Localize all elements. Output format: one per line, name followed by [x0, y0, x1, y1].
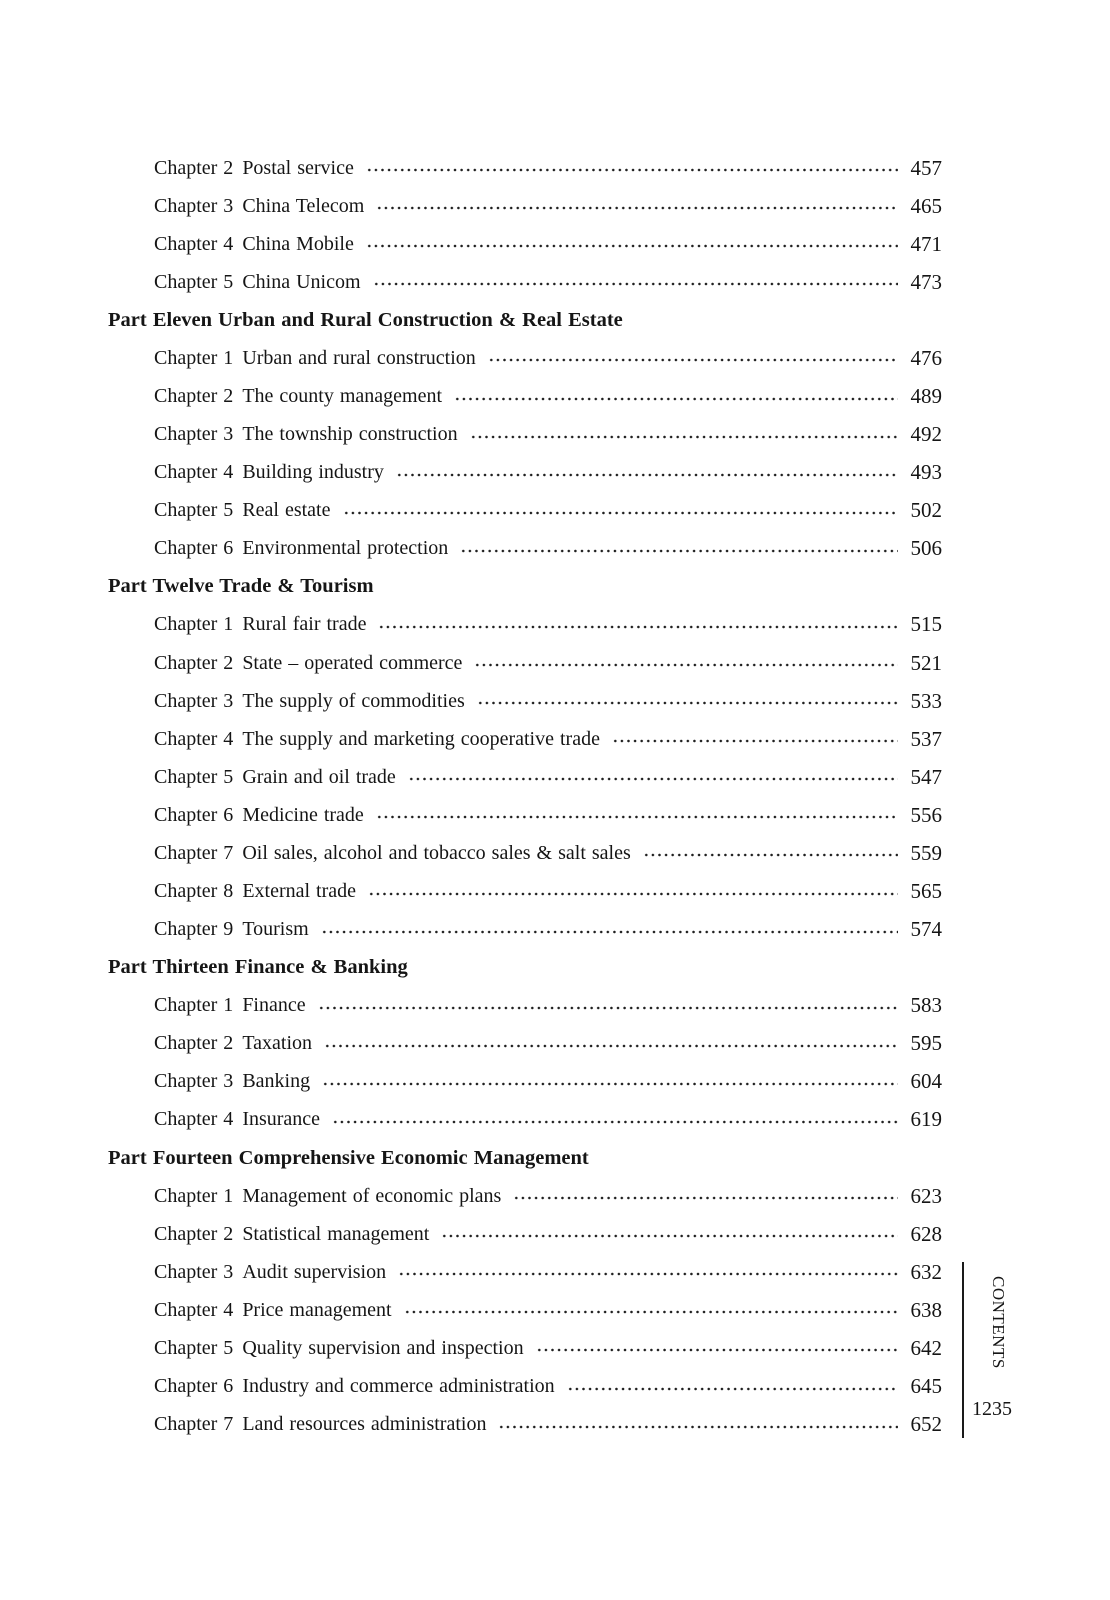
chapter-title: Grain and oil trade [242, 765, 396, 788]
toc-entry [0, 682, 942, 720]
dot-leader [643, 853, 898, 857]
chapter-title: Insurance [242, 1108, 321, 1131]
chapter-label: Chapter 5 [154, 1336, 234, 1359]
dot-leader [322, 1082, 898, 1086]
dot-leader [460, 549, 898, 553]
chapter-page-number: 574 [910, 917, 942, 942]
toc-entry [0, 606, 942, 644]
chapter-label: Chapter 3 [154, 1260, 234, 1283]
dot-leader [474, 663, 898, 667]
chapter-label: Chapter 4 [154, 1298, 234, 1321]
chapter-title: The supply of commodities [242, 689, 465, 712]
dot-leader [343, 511, 899, 515]
chapter-title: Rural fair trade [242, 613, 367, 636]
chapter-label: Chapter 1 [154, 994, 234, 1017]
chapter-title: Price management [242, 1298, 392, 1321]
running-head: CONTENTS [989, 1276, 1008, 1369]
toc-entry [0, 911, 942, 949]
chapter-title: Tourism [242, 918, 309, 941]
dot-leader [376, 815, 898, 819]
chapter-title: Audit supervision [242, 1260, 387, 1283]
part-title: Part Fourteen Comprehensive Economic Management [108, 1146, 589, 1169]
chapter-page-number: 533 [910, 688, 942, 713]
toc-entry [0, 1368, 942, 1406]
dot-leader [612, 739, 898, 743]
dot-leader [513, 1196, 898, 1200]
toc-part-heading [0, 301, 942, 339]
chapter-page-number: 537 [910, 726, 942, 751]
dot-leader [318, 1006, 898, 1010]
chapter-title: Quality supervision and inspection [242, 1336, 524, 1359]
dot-leader [376, 206, 898, 210]
page-number: 1235 [972, 1398, 1012, 1420]
chapter-label: Chapter 3 [154, 194, 234, 217]
chapter-title: China Mobile [242, 232, 354, 255]
toc-entry [0, 1025, 942, 1063]
dot-leader [567, 1387, 898, 1391]
chapter-label: Chapter 6 [154, 1375, 234, 1398]
chapter-page-number: 645 [910, 1374, 942, 1399]
dot-leader [378, 625, 898, 629]
toc-entry [0, 1177, 942, 1215]
chapter-label: Chapter 5 [154, 765, 234, 788]
chapter-label: Chapter 4 [154, 727, 234, 750]
chapter-page-number: 638 [910, 1297, 942, 1322]
chapter-label: Chapter 4 [154, 461, 234, 484]
dot-leader [441, 1234, 898, 1238]
chapter-title: China Telecom [242, 194, 365, 217]
toc-entry [0, 339, 942, 377]
chapter-title: Medicine trade [242, 803, 364, 826]
toc-entry [0, 263, 942, 301]
toc-entry [0, 149, 942, 187]
chapter-label: Chapter 6 [154, 803, 234, 826]
dot-leader [408, 777, 898, 781]
part-title: Part Twelve Trade & Tourism [108, 575, 374, 598]
chapter-title: Oil sales, alcohol and tobacco sales & salt sales [242, 841, 631, 864]
dot-leader [470, 435, 898, 439]
toc-entry [0, 796, 942, 834]
chapter-page-number: 465 [910, 193, 942, 218]
margin-rule [962, 1262, 964, 1438]
chapter-label: Chapter 7 [154, 1413, 234, 1436]
chapter-title: The supply and marketing cooperative trade [242, 727, 600, 750]
dot-leader [366, 168, 898, 172]
dot-leader [477, 701, 898, 705]
toc-entry [0, 416, 942, 454]
chapter-title: Statistical management [242, 1222, 430, 1245]
chapter-page-number: 604 [910, 1069, 942, 1094]
toc-entry [0, 720, 942, 758]
dot-leader [498, 1425, 898, 1429]
chapter-title: Building industry [242, 461, 384, 484]
toc-part-heading [0, 949, 942, 987]
chapter-page-number: 619 [910, 1107, 942, 1132]
dot-leader [396, 473, 898, 477]
chapter-label: Chapter 7 [154, 841, 234, 864]
chapter-label: Chapter 8 [154, 880, 234, 903]
chapter-title: Real estate [242, 499, 331, 522]
chapter-title: The township construction [242, 423, 458, 446]
toc-entry [0, 872, 942, 910]
chapter-page-number: 632 [910, 1259, 942, 1284]
dot-leader [536, 1348, 898, 1352]
chapter-title: Land resources administration [242, 1413, 487, 1436]
chapter-page-number: 473 [910, 269, 942, 294]
chapter-title: Finance [242, 994, 306, 1017]
dot-leader [398, 1272, 898, 1276]
toc-entry [0, 644, 942, 682]
dot-leader [332, 1120, 898, 1124]
toc-entry [0, 1063, 942, 1101]
chapter-label: Chapter 3 [154, 1070, 234, 1093]
chapter-label: Chapter 2 [154, 1222, 234, 1245]
chapter-page-number: 556 [910, 802, 942, 827]
chapter-page-number: 652 [910, 1412, 942, 1437]
toc-entry [0, 1101, 942, 1139]
chapter-page-number: 559 [910, 840, 942, 865]
chapter-label: Chapter 1 [154, 346, 234, 369]
dot-leader [454, 397, 898, 401]
chapter-page-number: 565 [910, 879, 942, 904]
toc-entry [0, 187, 942, 225]
chapter-page-number: 595 [910, 1031, 942, 1056]
toc-entry [0, 1215, 942, 1253]
chapter-page-number: 515 [910, 612, 942, 637]
toc-entry [0, 1329, 942, 1367]
dot-leader [324, 1044, 898, 1048]
chapter-page-number: 583 [910, 993, 942, 1018]
chapter-title: External trade [242, 880, 357, 903]
toc-part-heading [0, 1139, 942, 1177]
chapter-page-number: 547 [910, 764, 942, 789]
chapter-title: Environmental protection [242, 537, 449, 560]
chapter-page-number: 502 [910, 498, 942, 523]
chapter-label: Chapter 2 [154, 156, 234, 179]
chapter-label: Chapter 5 [154, 499, 234, 522]
chapter-label: Chapter 1 [154, 1184, 234, 1207]
chapter-label: Chapter 4 [154, 1108, 234, 1131]
chapter-label: Chapter 5 [154, 270, 234, 293]
chapter-page-number: 457 [910, 155, 942, 180]
toc-entry [0, 1291, 942, 1329]
dot-leader [373, 282, 898, 286]
toc-entry [0, 758, 942, 796]
dot-leader [321, 930, 898, 934]
chapter-page-number: 506 [910, 536, 942, 561]
chapter-label: Chapter 9 [154, 918, 234, 941]
chapter-label: Chapter 6 [154, 537, 234, 560]
chapter-title: State – operated commerce [242, 651, 463, 674]
chapter-page-number: 476 [910, 345, 942, 370]
table-of-contents [0, 149, 1110, 1444]
toc-entry [0, 225, 942, 263]
dot-leader [404, 1310, 898, 1314]
toc-entry [0, 1406, 942, 1444]
chapter-label: Chapter 4 [154, 232, 234, 255]
toc-entry [0, 834, 942, 872]
chapter-page-number: 623 [910, 1183, 942, 1208]
dot-leader [488, 358, 898, 362]
dot-leader [366, 244, 898, 248]
toc-entry [0, 492, 942, 530]
chapter-title: Taxation [242, 1032, 312, 1055]
chapter-title: Industry and commerce administration [242, 1375, 555, 1398]
chapter-page-number: 642 [910, 1335, 942, 1360]
chapter-title: Postal service [242, 156, 354, 179]
part-title: Part Thirteen Finance & Banking [108, 956, 408, 979]
chapter-title: Management of economic plans [242, 1184, 502, 1207]
chapter-title: The county management [242, 385, 443, 407]
toc-entry [0, 454, 942, 492]
chapter-page-number: 471 [910, 231, 942, 256]
part-title: Part Eleven Urban and Rural Construction & Real Estate [108, 308, 623, 331]
toc-entry [0, 377, 942, 415]
chapter-page-number: 492 [910, 422, 942, 447]
toc-part-heading [0, 568, 942, 606]
toc-entry [0, 1253, 942, 1291]
chapter-title: Banking [242, 1070, 311, 1093]
chapter-page-number: 489 [910, 384, 942, 408]
toc-entry [0, 530, 942, 568]
chapter-label: Chapter 2 [154, 1032, 234, 1055]
chapter-title: Urban and rural construction [242, 346, 476, 369]
chapter-page-number: 628 [910, 1221, 942, 1246]
chapter-page-number: 493 [910, 460, 942, 485]
chapter-title: China Unicom [242, 270, 361, 293]
toc-entry [0, 987, 942, 1025]
chapter-page-number: 521 [910, 650, 942, 675]
chapter-label: Chapter 2 [154, 651, 234, 674]
chapter-label: Chapter 2 [154, 385, 234, 407]
chapter-label: Chapter 3 [154, 423, 234, 446]
chapter-label: Chapter 3 [154, 689, 234, 712]
chapter-label: Chapter 1 [154, 613, 234, 636]
dot-leader [368, 892, 898, 896]
